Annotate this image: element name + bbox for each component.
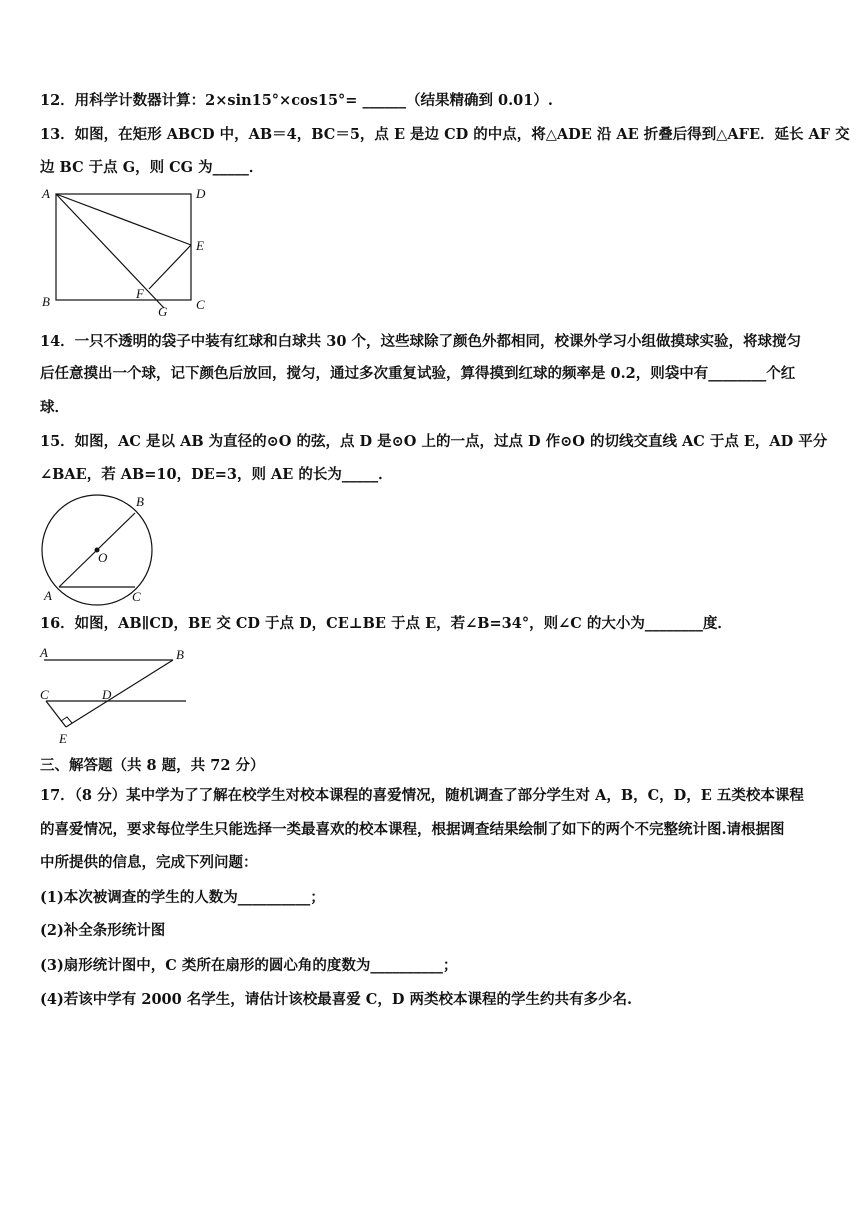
segment-ag bbox=[56, 194, 164, 308]
question-14-line-3: 球． bbox=[40, 399, 69, 416]
label-c: C bbox=[40, 687, 49, 702]
label-o: O bbox=[98, 550, 108, 565]
question-14-line-1: 14．一只不透明的袋子中装有红球和白球共 30 个，这些球除了颜色外都相同，校课外学习小组做摸球实验，将球搅匀 bbox=[40, 333, 801, 350]
question-17-line-2: 的喜爱情况，要求每位学生只能选择一类最喜欢的校本课程，根据调查结果绘制了如下的两个不完整统计图.请根据图 bbox=[40, 821, 785, 838]
question-13-line-2: 边 BC 于点 G，则 CG 为_____． bbox=[40, 159, 264, 176]
question-14-line-2: 后任意摸出一个球，记下颜色后放回，搅匀，通过多次重复试验，算得摸到红球的频率是 0.2，则袋中有________个红 bbox=[40, 365, 796, 382]
question-17-line-1: 17．（8 分）某中学为了了解在校学生对校本课程的喜爱情况，随机调查了部分学生对 A，B，C，D，E 五类校本课程 bbox=[40, 787, 804, 804]
label-a: A bbox=[42, 186, 50, 201]
label-a: A bbox=[44, 588, 52, 603]
label-b: B bbox=[42, 294, 50, 309]
rectangle-fold-figure bbox=[36, 182, 226, 321]
rectangle-abcd bbox=[56, 194, 191, 300]
label-e: E bbox=[196, 238, 204, 253]
question-17-sub-1: (1)本次被调查的学生的人数为__________； bbox=[40, 889, 325, 906]
label-e: E bbox=[59, 731, 67, 746]
question-17-line-3: 中所提供的信息，完成下列问题： bbox=[40, 854, 258, 871]
question-15-line-1: 15．如图，AC 是以 AB 为直径的⊙O 的弦，点 D 是⊙O 上的一点，过点 D 作⊙O 的切线交直线 AC 于点 E，AD 平分 bbox=[40, 433, 828, 450]
label-b: B bbox=[136, 494, 144, 509]
circle-chord-figure bbox=[32, 490, 162, 612]
label-c: C bbox=[132, 589, 141, 604]
label-d: D bbox=[196, 186, 206, 201]
parallel-lines-figure bbox=[32, 643, 197, 752]
question-17-sub-3: (3)扇形统计图中，C 类所在扇形的圆心角的度数为__________； bbox=[40, 957, 458, 974]
section-3-title: 三、解答题（共 8 题，共 72 分） bbox=[40, 757, 265, 774]
question-15-line-2: ∠BAE，若 AB=10，DE=3，则 AE 的长为_____． bbox=[40, 466, 393, 483]
label-c: C bbox=[196, 297, 205, 312]
question-16: 16．如图，AB∥CD，BE 交 CD 于点 D，CE⊥BE 于点 E，若∠B=34°，则∠C 的大小为________度． bbox=[40, 615, 732, 632]
question-13-line-1: 13．如图，在矩形 ABCD 中，AB＝4，BC＝5，点 E 是边 CD 的中点，将△ADE 沿 AE 折叠后得到△AFE．延长 AF 交 bbox=[40, 126, 850, 143]
segment-ef bbox=[149, 245, 191, 289]
question-17-sub-4: (4)若该中学有 2000 名学生，请估计该校最喜爱 C，D 两类校本课程的学生约共有多少名. bbox=[40, 991, 633, 1008]
question-17-sub-2: (2)补全条形统计图 bbox=[40, 922, 166, 939]
segment-be bbox=[66, 660, 173, 727]
segment-ae bbox=[56, 194, 191, 245]
label-b: B bbox=[176, 647, 184, 662]
question-12: 12．用科学计数器计算：2×sin15°×cos15°= ______（结果精确到 0.01）. bbox=[40, 92, 553, 109]
label-d: D bbox=[102, 687, 112, 702]
label-f: F bbox=[136, 286, 144, 301]
label-a: A bbox=[40, 645, 48, 660]
segment-ce bbox=[46, 701, 66, 727]
label-g: G bbox=[158, 304, 168, 317]
